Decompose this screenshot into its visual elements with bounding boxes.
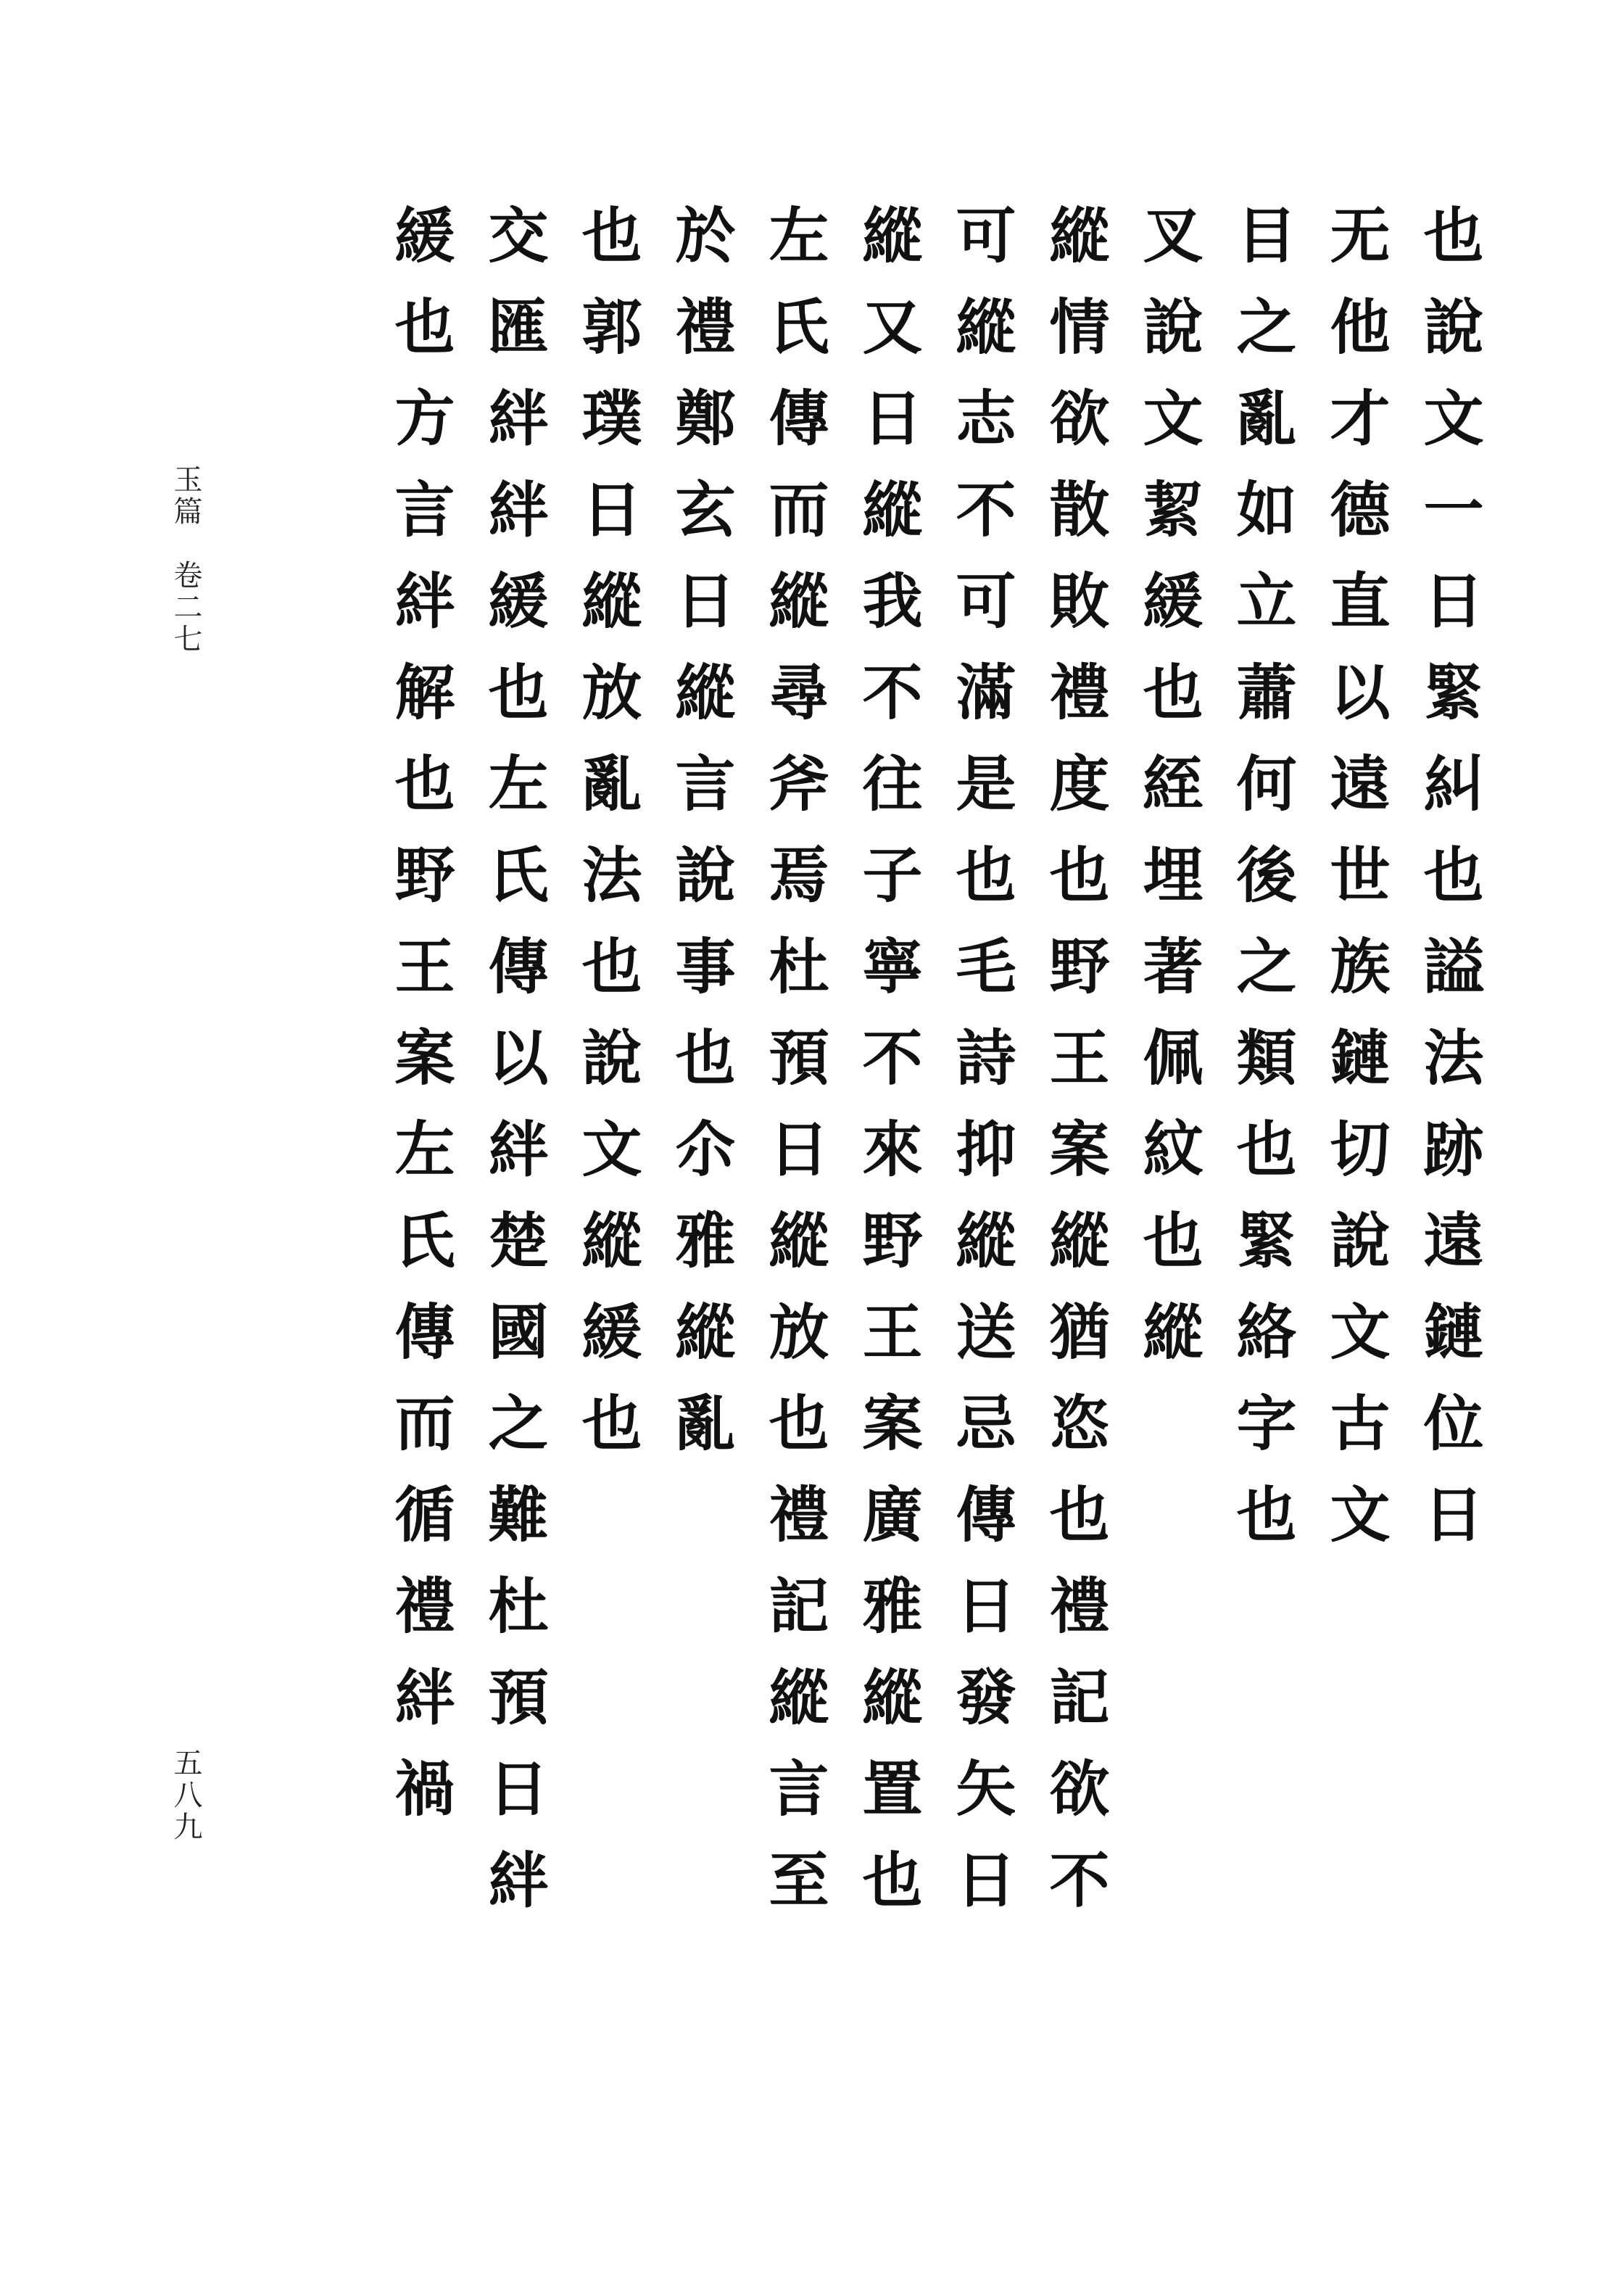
glyph: 縱 [581,566,642,637]
glyph: 也 [675,1022,736,1093]
glyph: 緩 [1143,566,1204,637]
glyph: 直 [1330,566,1391,637]
glyph: 縱 [862,200,923,271]
glyph: 禮 [675,292,736,363]
glyph: 遠 [1330,748,1391,819]
glyph: 言 [768,1753,829,1824]
glyph: 之 [488,1388,549,1459]
glyph: 可 [956,200,1016,271]
glyph: 也 [488,657,549,728]
glyph: 野 [394,840,455,911]
glyph: 不 [862,1022,923,1093]
glyph: 叉 [1143,200,1204,271]
glyph: 族 [1330,931,1391,1002]
glyph: 日 [768,1114,829,1185]
glyph: 之 [1236,931,1297,1002]
glyph: 文 [1423,383,1484,454]
glyph: 尋 [768,657,829,728]
glyph: 預 [488,1662,549,1733]
glyph: 法 [581,840,642,911]
glyph: 說 [1423,292,1484,363]
glyph: 恣 [1049,1388,1110,1459]
glyph: 如 [1236,474,1297,545]
glyph: 至 [768,1845,829,1916]
glyph: 案 [394,1022,455,1093]
glyph: 不 [862,657,923,728]
glyph: 才 [1330,383,1391,454]
glyph: 禮 [394,1571,455,1642]
glyph: 也 [581,1388,642,1459]
glyph: 記 [768,1571,829,1642]
glyph: 左 [488,748,549,819]
text-column [663,190,748,1469]
glyph: 焉 [768,840,829,911]
glyph: 璞 [581,383,642,454]
glyph: 後 [1236,840,1297,911]
glyph: 斧 [768,748,829,819]
glyph: 忌 [956,1388,1016,1459]
glyph: 日 [956,1571,1016,1642]
text-column [943,190,1029,1926]
glyph: 絆 [488,1114,549,1185]
glyph: 禮 [1049,1571,1110,1642]
glyph: 傳 [488,931,549,1002]
glyph: 日 [956,1845,1016,1916]
glyph: 是 [956,748,1016,819]
glyph: 志 [956,383,1016,454]
glyph: 也 [1236,1114,1297,1185]
glyph: 立 [1236,566,1297,637]
glyph: 縱 [956,292,1016,363]
glyph: 以 [488,1022,549,1093]
glyph: 左 [768,200,829,271]
glyph: 文 [581,1114,642,1185]
glyph: 亂 [1236,383,1297,454]
glyph: 敗 [1049,566,1110,637]
glyph: 類 [1236,1022,1297,1093]
glyph: 緊 [1423,657,1484,728]
glyph: 尒 [675,1114,736,1185]
glyph: 禮 [768,1479,829,1550]
glyph: 跡 [1423,1114,1484,1185]
glyph: 來 [862,1114,923,1185]
text-column [1037,190,1122,1926]
glyph: 切 [1330,1114,1391,1185]
glyph: 也 [1423,840,1484,911]
glyph: 不 [1049,1845,1110,1916]
glyph: 字 [1236,1388,1297,1459]
glyph: 絆 [488,1845,549,1916]
glyph: 絰 [1143,748,1204,819]
glyph: 不 [956,474,1016,545]
text-column [569,190,655,1469]
glyph: 而 [768,474,829,545]
glyph: 絆 [488,383,549,454]
text-column [476,190,561,1926]
glyph: 氏 [488,840,549,911]
glyph: 位 [1423,1388,1484,1459]
glyph: 文 [1143,383,1204,454]
glyph: 緩 [488,566,549,637]
glyph: 也 [1049,1479,1110,1550]
glyph: 傳 [768,383,829,454]
glyph: 也 [862,1845,923,1916]
glyph: 文 [1330,1297,1391,1368]
glyph: 野 [1049,931,1110,1002]
glyph: 抑 [956,1114,1016,1185]
page-number: 五八九 [169,1748,202,1843]
glyph: 緊 [1236,1205,1297,1276]
glyph: 縱 [956,1205,1016,1276]
glyph: 王 [1049,1022,1110,1093]
glyph: 以 [1330,657,1391,728]
glyph: 欲 [1049,383,1110,454]
glyph: 縱 [862,474,923,545]
glyph: 野 [862,1205,923,1276]
glyph: 古 [1330,1388,1391,1459]
text-column [1411,190,1496,1560]
glyph: 雅 [675,1205,736,1276]
glyph: 楚 [488,1205,549,1276]
glyph: 也 [1236,1479,1297,1550]
glyph: 杜 [768,931,829,1002]
glyph: 日 [1423,566,1484,637]
glyph: 日 [675,566,736,637]
glyph: 欲 [1049,1753,1110,1824]
glyph: 毛 [956,931,1016,1002]
glyph: 言 [394,474,455,545]
glyph: 說 [1330,1205,1391,1276]
glyph: 循 [394,1479,455,1550]
glyph: 於 [675,200,736,271]
glyph: 情 [1049,292,1110,363]
glyph: 交 [488,200,549,271]
glyph: 言 [675,748,736,819]
glyph: 蕭 [1236,657,1297,728]
glyph: 傳 [394,1297,455,1368]
glyph: 也 [581,931,642,1002]
glyph: 日 [581,474,642,545]
glyph: 氏 [394,1205,455,1276]
glyph: 郭 [581,292,642,363]
glyph: 目 [1236,200,1297,271]
text-column [382,190,468,1835]
glyph: 說 [1143,292,1204,363]
glyph: 德 [1330,474,1391,545]
glyph: 又 [862,292,923,363]
glyph: 難 [488,1479,549,1550]
glyph: 絡 [1236,1297,1297,1368]
glyph: 緩 [394,200,455,271]
glyph: 文 [1330,1479,1391,1550]
glyph: 糾 [1423,748,1484,819]
glyph: 縱 [581,1205,642,1276]
glyph: 寧 [862,931,923,1002]
glyph: 一 [1423,474,1484,545]
glyph: 亂 [581,748,642,819]
glyph: 矢 [956,1753,1016,1824]
glyph: 王 [394,931,455,1002]
glyph: 而 [394,1388,455,1459]
glyph: 匯 [488,292,549,363]
glyph: 杜 [488,1571,549,1642]
glyph: 廣 [862,1479,923,1550]
glyph: 也 [1423,200,1484,271]
book-title: 玉篇 卷二七 [169,464,202,656]
glyph: 左 [394,1114,455,1185]
glyph: 往 [862,748,923,819]
glyph: 滿 [956,657,1016,728]
glyph: 之 [1236,292,1297,363]
glyph: 縱 [675,1297,736,1368]
glyph: 日 [1423,1479,1484,1550]
glyph: 放 [768,1297,829,1368]
glyph: 送 [956,1297,1016,1368]
glyph: 佩 [1143,1022,1204,1093]
glyph: 解 [394,657,455,728]
glyph: 縱 [768,1662,829,1733]
glyph: 絜 [1143,474,1204,545]
glyph: 絆 [394,566,455,637]
glyph: 他 [1330,292,1391,363]
glyph: 置 [862,1753,923,1824]
glyph: 氏 [768,292,829,363]
glyph: 鏈 [1423,1297,1484,1368]
glyph: 也 [394,292,455,363]
glyph: 發 [956,1662,1016,1733]
glyph: 事 [675,931,736,1002]
glyph: 縱 [862,1662,923,1733]
glyph: 也 [1143,1205,1204,1276]
glyph: 絆 [488,474,549,545]
glyph: 我 [862,566,923,637]
glyph: 緩 [581,1297,642,1368]
glyph: 日 [488,1753,549,1824]
text-column [1224,190,1309,1560]
glyph: 縱 [768,566,829,637]
glyph: 記 [1049,1662,1110,1733]
glyph: 縱 [675,657,736,728]
glyph: 放 [581,657,642,728]
glyph: 著 [1143,931,1204,1002]
glyph: 也 [394,748,455,819]
glyph: 預 [768,1022,829,1093]
glyph: 遠 [1423,1205,1484,1276]
glyph: 也 [768,1388,829,1459]
glyph: 國 [488,1297,549,1368]
glyph: 說 [581,1022,642,1093]
glyph: 也 [1049,840,1110,911]
text-column [756,190,842,1926]
text-column [1317,190,1403,1560]
text-column [1130,190,1216,1378]
glyph: 子 [862,840,923,911]
glyph: 縱 [1049,200,1110,271]
glyph: 度 [1049,748,1110,819]
glyph: 世 [1330,840,1391,911]
glyph: 散 [1049,474,1110,545]
glyph: 埋 [1143,840,1204,911]
glyph: 案 [862,1388,923,1459]
glyph: 玄 [675,474,736,545]
glyph: 謚 [1423,931,1484,1002]
glyph: 傳 [956,1479,1016,1550]
glyph: 鏈 [1330,1022,1391,1093]
glyph: 方 [394,383,455,454]
glyph: 絆 [394,1662,455,1733]
glyph: 王 [862,1297,923,1368]
glyph: 案 [1049,1114,1110,1185]
glyph: 鄭 [675,383,736,454]
glyph: 也 [581,200,642,271]
glyph: 也 [956,840,1016,911]
glyph: 可 [956,566,1016,637]
glyph: 紋 [1143,1114,1204,1185]
glyph: 禍 [394,1753,455,1824]
glyph: 亂 [675,1388,736,1459]
glyph: 何 [1236,748,1297,819]
glyph: 縱 [768,1205,829,1276]
text-column [850,190,935,1926]
glyph: 法 [1423,1022,1484,1093]
glyph: 說 [675,840,736,911]
glyph: 日 [862,383,923,454]
glyph: 猶 [1049,1297,1110,1368]
glyph: 縱 [1049,1205,1110,1276]
glyph: 禮 [1049,657,1110,728]
glyph: 詩 [956,1022,1016,1093]
glyph: 无 [1330,200,1391,271]
glyph: 縱 [1143,1297,1204,1368]
glyph: 雅 [862,1571,923,1642]
glyph: 也 [1143,657,1204,728]
